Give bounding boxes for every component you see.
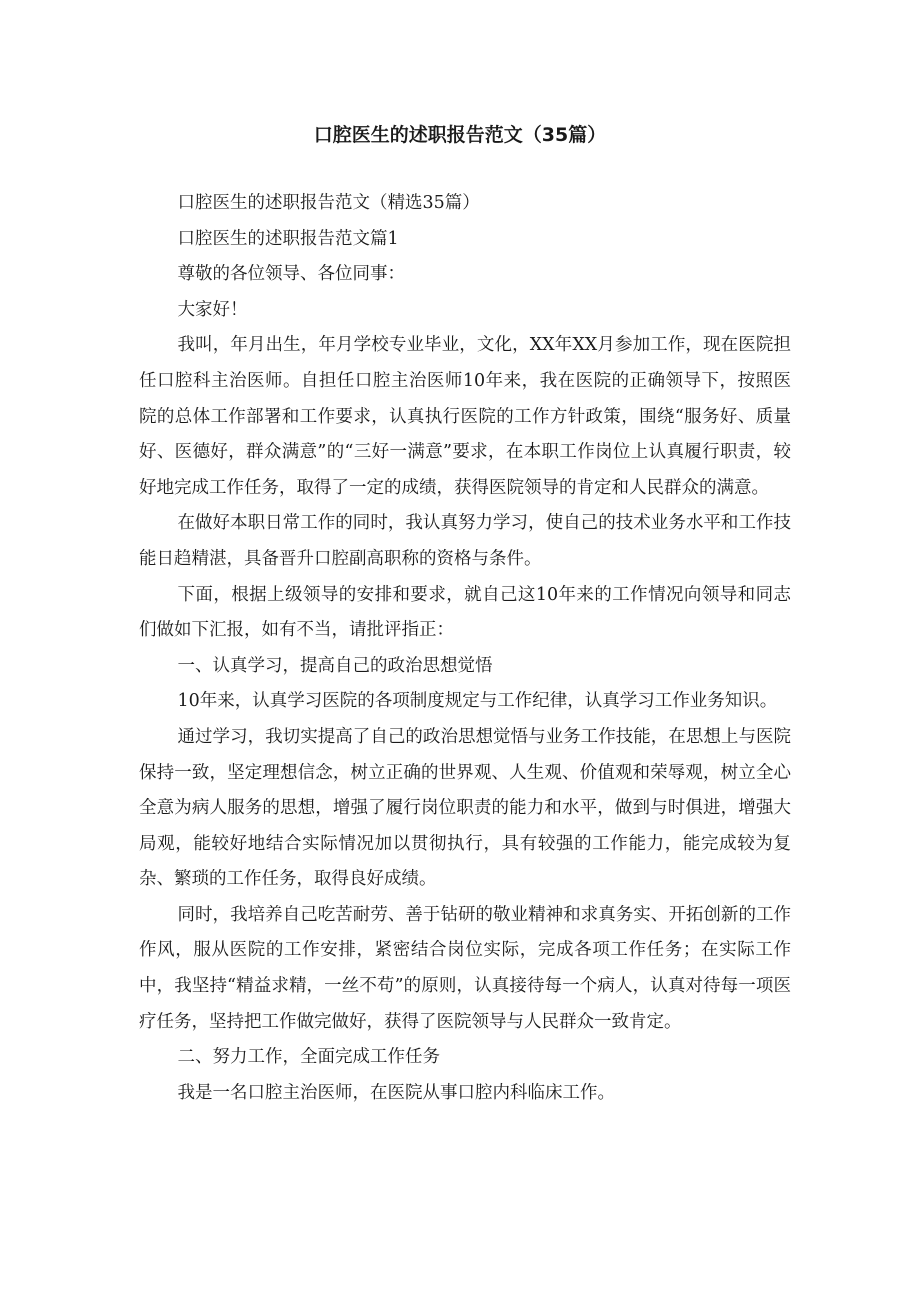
document-body bbox=[139, 186, 791, 1111]
body-paragraph: 同时，我培养自己吃苦耐劳、善于钻研的敬业精神和求真务实、开拓创新的工作作风，服从医院的工作安排，紧密结合岗位实际，完成各项工作任务；在实际工作中，我坚持“精益求精，一丝不苟”的原则，认真接待每一个病人，认真对待每一项医疗任务，坚持把工作做完做好，获得了医院领导与人民群众一致肯定。 bbox=[139, 904, 791, 1032]
body-paragraph: 我是一名口腔主治医师，在医院从事口腔内科临床工作。 bbox=[177, 1082, 615, 1103]
body-paragraph: 10年来，认真学习医院的各项制度规定与工作纪律，认真学习工作业务知识。 bbox=[177, 691, 778, 712]
body-paragraph: 通过学习，我切实提高了自己的政治思想觉悟与业务工作技能，在思想上与医院保持一致，坚定理想信念，树立正确的世界观、人生观、价值观和荣辱观，树立全心全意为病人服务的思想，增强了履行岗位职责的能力和水平，做到与时俱进，增强大局观，能较好地结合实际情况加以贯彻执行，具有较强的工作能力，能完成较为复杂、繁琐的工作任务，取得良好成绩。 bbox=[139, 726, 791, 890]
body-paragraph: 我叫，年月出生，年月学校专业毕业，文化，XX年XX月参加工作，现在医院担任口腔科主治医师。自担任口腔主治医师10年来，我在医院的正确领导下，按照医院的总体工作部署和工作要求，认真执行医院的工作方针政策，围绕“服务好、质量好、医德好，群众满意”的“三好一满意”要求，在本职工作岗位上认真履行职责，较好地完成工作任务，取得了一定的成绩，获得医院领导的肯定和人民群众的满意。 bbox=[139, 335, 791, 498]
body-paragraph: 在做好本职日常工作的同时，我认真努力学习，使自己的技术业务水平和工作技能日趋精湛，具备晋升口腔副高职称的资格与条件。 bbox=[139, 513, 791, 569]
subtitle-paragraph: 口腔医生的述职报告范文（精选35篇） bbox=[177, 193, 480, 213]
subsection-heading: 二、努力工作，全面完成工作任务 bbox=[177, 1047, 440, 1068]
section-heading-1: 口腔医生的述职报告范文篇1 bbox=[177, 228, 399, 249]
document-title: 口腔医生的述职报告范文（35篇） bbox=[313, 124, 607, 146]
body-paragraph: 下面，根据上级领导的安排和要求，就自己这10年来的工作情况向领导和同志们做如下汇报，如有不当，请批评指正： bbox=[139, 584, 791, 641]
salutation: 尊敬的各位领导、各位同事： bbox=[177, 264, 405, 285]
subsection-heading: 一、认真学习，提高自己的政治思想觉悟 bbox=[177, 655, 493, 676]
greeting: 大家好！ bbox=[177, 299, 248, 320]
